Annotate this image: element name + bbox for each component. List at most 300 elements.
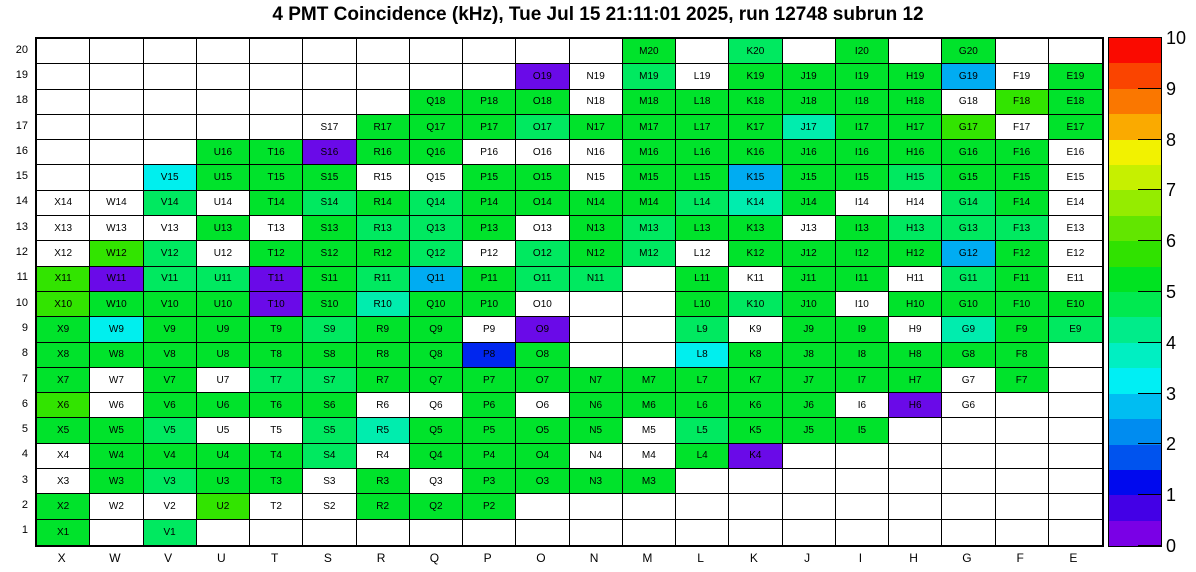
cell-L1 bbox=[676, 520, 729, 545]
cell-K3 bbox=[729, 469, 782, 494]
colorbar-segment bbox=[1109, 241, 1161, 266]
cell-R2: R2 bbox=[357, 494, 410, 519]
cell-X19 bbox=[37, 64, 90, 89]
colorbar-segment bbox=[1109, 368, 1161, 393]
row-label-18: 18 bbox=[15, 94, 28, 107]
cell-E5 bbox=[1049, 418, 1102, 443]
cell-I7: I7 bbox=[836, 368, 889, 393]
cell-H2 bbox=[889, 494, 942, 519]
colorbar-tick-0 bbox=[1138, 545, 1162, 546]
cell-U14: U14 bbox=[197, 191, 250, 216]
cell-W13: W13 bbox=[90, 216, 143, 241]
cell-P13: P13 bbox=[463, 216, 516, 241]
cell-L6: L6 bbox=[676, 393, 729, 418]
cell-I9: I9 bbox=[836, 317, 889, 342]
cell-E18: E18 bbox=[1049, 90, 1102, 115]
cell-O6: O6 bbox=[516, 393, 569, 418]
cell-P11: P11 bbox=[463, 267, 516, 292]
cell-G20: G20 bbox=[942, 39, 995, 64]
cell-L17: L17 bbox=[676, 115, 729, 140]
cell-X6: X6 bbox=[37, 393, 90, 418]
col-label-F: F bbox=[1016, 551, 1024, 565]
cell-S19 bbox=[303, 64, 356, 89]
cell-J6: J6 bbox=[783, 393, 836, 418]
cell-L12: L12 bbox=[676, 241, 729, 266]
cell-J3 bbox=[783, 469, 836, 494]
cell-H16: H16 bbox=[889, 140, 942, 165]
row-label-7: 7 bbox=[21, 372, 28, 385]
col-label-X: X bbox=[57, 551, 66, 565]
row-label-10: 10 bbox=[15, 296, 28, 309]
cell-J19: J19 bbox=[783, 64, 836, 89]
cell-L19: L19 bbox=[676, 64, 729, 89]
col-label-M: M bbox=[642, 551, 653, 565]
col-label-N: N bbox=[589, 551, 599, 565]
cell-J8: J8 bbox=[783, 343, 836, 368]
cell-I12: I12 bbox=[836, 241, 889, 266]
cell-O18: O18 bbox=[516, 90, 569, 115]
cell-H4 bbox=[889, 444, 942, 469]
cell-S20 bbox=[303, 39, 356, 64]
colorbar-tick-1 bbox=[1138, 494, 1162, 495]
cell-W20 bbox=[90, 39, 143, 64]
cell-O19: O19 bbox=[516, 64, 569, 89]
col-label-H: H bbox=[909, 551, 918, 565]
cell-W18 bbox=[90, 90, 143, 115]
cell-S17: S17 bbox=[303, 115, 356, 140]
row-label-16: 16 bbox=[15, 144, 28, 157]
cell-V4: V4 bbox=[144, 444, 197, 469]
cell-U17 bbox=[197, 115, 250, 140]
cell-R6: R6 bbox=[357, 393, 410, 418]
cell-J20 bbox=[783, 39, 836, 64]
cell-G7: G7 bbox=[942, 368, 995, 393]
row-label-13: 13 bbox=[15, 220, 28, 233]
col-label-L: L bbox=[697, 551, 704, 565]
cell-S6: S6 bbox=[303, 393, 356, 418]
colorbar-tick-label-7: 7 bbox=[1166, 180, 1177, 201]
cell-Q10: Q10 bbox=[410, 292, 463, 317]
col-label-Q: Q bbox=[429, 551, 440, 565]
cell-Q12: Q12 bbox=[410, 241, 463, 266]
cell-I4 bbox=[836, 444, 889, 469]
col-label-V: V bbox=[164, 551, 173, 565]
cell-Q15: Q15 bbox=[410, 165, 463, 190]
cell-M18: M18 bbox=[623, 90, 676, 115]
cell-M5: M5 bbox=[623, 418, 676, 443]
cell-P10: P10 bbox=[463, 292, 516, 317]
cell-H8: H8 bbox=[889, 343, 942, 368]
row-label-6: 6 bbox=[21, 397, 28, 410]
cell-N18: N18 bbox=[570, 90, 623, 115]
cell-W16 bbox=[90, 140, 143, 165]
cell-S15: S15 bbox=[303, 165, 356, 190]
row-label-12: 12 bbox=[15, 246, 28, 259]
cell-G3 bbox=[942, 469, 995, 494]
cell-T2: T2 bbox=[250, 494, 303, 519]
cell-I6: I6 bbox=[836, 393, 889, 418]
cell-H15: H15 bbox=[889, 165, 942, 190]
cell-M13: M13 bbox=[623, 216, 676, 241]
cell-X16 bbox=[37, 140, 90, 165]
cell-N13: N13 bbox=[570, 216, 623, 241]
row-label-8: 8 bbox=[21, 347, 28, 360]
cell-F2 bbox=[996, 494, 1049, 519]
cell-S4: S4 bbox=[303, 444, 356, 469]
cell-T14: T14 bbox=[250, 191, 303, 216]
colorbar-segment bbox=[1109, 445, 1161, 470]
cell-O1 bbox=[516, 520, 569, 545]
cell-F9: F9 bbox=[996, 317, 1049, 342]
colorbar-tick-label-9: 9 bbox=[1166, 78, 1177, 99]
cell-G2 bbox=[942, 494, 995, 519]
cell-Q9: Q9 bbox=[410, 317, 463, 342]
cell-F7: F7 bbox=[996, 368, 1049, 393]
cell-T7: T7 bbox=[250, 368, 303, 393]
cell-N2 bbox=[570, 494, 623, 519]
cell-X2: X2 bbox=[37, 494, 90, 519]
cell-X3: X3 bbox=[37, 469, 90, 494]
colorbar-segment bbox=[1109, 470, 1161, 495]
col-label-W: W bbox=[109, 551, 121, 565]
cell-T1 bbox=[250, 520, 303, 545]
col-label-U: U bbox=[217, 551, 226, 565]
cell-T11: T11 bbox=[250, 267, 303, 292]
row-label-17: 17 bbox=[15, 119, 28, 132]
cell-E1 bbox=[1049, 520, 1102, 545]
cell-L7: L7 bbox=[676, 368, 729, 393]
cell-W14: W14 bbox=[90, 191, 143, 216]
cell-O2 bbox=[516, 494, 569, 519]
cell-E9: E9 bbox=[1049, 317, 1102, 342]
cell-K4: K4 bbox=[729, 444, 782, 469]
cell-G5 bbox=[942, 418, 995, 443]
cell-I2 bbox=[836, 494, 889, 519]
cell-M20: M20 bbox=[623, 39, 676, 64]
row-label-1: 1 bbox=[21, 524, 28, 537]
cell-O3: O3 bbox=[516, 469, 569, 494]
cell-S16: S16 bbox=[303, 140, 356, 165]
cell-E4 bbox=[1049, 444, 1102, 469]
cell-K6: K6 bbox=[729, 393, 782, 418]
cell-H13: H13 bbox=[889, 216, 942, 241]
cell-R1 bbox=[357, 520, 410, 545]
cell-H3 bbox=[889, 469, 942, 494]
cell-O17: O17 bbox=[516, 115, 569, 140]
cell-V8: V8 bbox=[144, 343, 197, 368]
cell-V11: V11 bbox=[144, 267, 197, 292]
cell-F8: F8 bbox=[996, 343, 1049, 368]
cell-U19 bbox=[197, 64, 250, 89]
cell-J15: J15 bbox=[783, 165, 836, 190]
cell-M3: M3 bbox=[623, 469, 676, 494]
cell-L20 bbox=[676, 39, 729, 64]
cell-I8: I8 bbox=[836, 343, 889, 368]
cell-R5: R5 bbox=[357, 418, 410, 443]
colorbar-segment bbox=[1109, 317, 1161, 342]
cell-J14: J14 bbox=[783, 191, 836, 216]
cell-K19: K19 bbox=[729, 64, 782, 89]
cell-Q19 bbox=[410, 64, 463, 89]
colorbar-tick-label-10: 10 bbox=[1166, 28, 1187, 48]
cell-K9: K9 bbox=[729, 317, 782, 342]
colorbar-segment bbox=[1109, 495, 1161, 520]
cell-E14: E14 bbox=[1049, 191, 1102, 216]
cell-S8: S8 bbox=[303, 343, 356, 368]
cell-G19: G19 bbox=[942, 64, 995, 89]
cell-J7: J7 bbox=[783, 368, 836, 393]
cell-F12: F12 bbox=[996, 241, 1049, 266]
cell-I5: I5 bbox=[836, 418, 889, 443]
cell-S18 bbox=[303, 90, 356, 115]
cell-T12: T12 bbox=[250, 241, 303, 266]
cell-U1 bbox=[197, 520, 250, 545]
col-label-S: S bbox=[323, 551, 332, 565]
cell-U9: U9 bbox=[197, 317, 250, 342]
cell-T6: T6 bbox=[250, 393, 303, 418]
cell-J1 bbox=[783, 520, 836, 545]
cell-Q4: Q4 bbox=[410, 444, 463, 469]
cell-W15 bbox=[90, 165, 143, 190]
cell-O9: O9 bbox=[516, 317, 569, 342]
cell-M7: M7 bbox=[623, 368, 676, 393]
cell-P1 bbox=[463, 520, 516, 545]
cell-K16: K16 bbox=[729, 140, 782, 165]
cell-X20 bbox=[37, 39, 90, 64]
col-label-O: O bbox=[536, 551, 546, 565]
row-label-5: 5 bbox=[21, 423, 28, 436]
cell-J13: J13 bbox=[783, 216, 836, 241]
cell-F10: F10 bbox=[996, 292, 1049, 317]
cell-U2: U2 bbox=[197, 494, 250, 519]
cell-V19 bbox=[144, 64, 197, 89]
cell-M17: M17 bbox=[623, 115, 676, 140]
cell-M12: M12 bbox=[623, 241, 676, 266]
cell-E20 bbox=[1049, 39, 1102, 64]
cell-V9: V9 bbox=[144, 317, 197, 342]
cell-N19: N19 bbox=[570, 64, 623, 89]
cell-Q11: Q11 bbox=[410, 267, 463, 292]
colorbar-tick-label-3: 3 bbox=[1166, 383, 1177, 404]
cell-N3: N3 bbox=[570, 469, 623, 494]
cell-N15: N15 bbox=[570, 165, 623, 190]
cell-Q2: Q2 bbox=[410, 494, 463, 519]
cell-W17 bbox=[90, 115, 143, 140]
cell-E10: E10 bbox=[1049, 292, 1102, 317]
cell-Q6: Q6 bbox=[410, 393, 463, 418]
cell-S1 bbox=[303, 520, 356, 545]
cell-T3: T3 bbox=[250, 469, 303, 494]
cell-T18 bbox=[250, 90, 303, 115]
cell-J16: J16 bbox=[783, 140, 836, 165]
cell-X1: X1 bbox=[37, 520, 90, 545]
cell-N5: N5 bbox=[570, 418, 623, 443]
cell-P20 bbox=[463, 39, 516, 64]
cell-S2: S2 bbox=[303, 494, 356, 519]
cell-R12: R12 bbox=[357, 241, 410, 266]
cell-M16: M16 bbox=[623, 140, 676, 165]
col-label-E: E bbox=[1069, 551, 1078, 565]
cell-I3 bbox=[836, 469, 889, 494]
cell-L4: L4 bbox=[676, 444, 729, 469]
cell-W1 bbox=[90, 520, 143, 545]
cell-K14: K14 bbox=[729, 191, 782, 216]
cell-V1: V1 bbox=[144, 520, 197, 545]
cell-L2 bbox=[676, 494, 729, 519]
colorbar-tick-7 bbox=[1138, 189, 1162, 190]
cell-E3 bbox=[1049, 469, 1102, 494]
cell-E2 bbox=[1049, 494, 1102, 519]
cell-L10: L10 bbox=[676, 292, 729, 317]
cell-L15: L15 bbox=[676, 165, 729, 190]
cell-W12: W12 bbox=[90, 241, 143, 266]
row-label-3: 3 bbox=[21, 473, 28, 486]
cell-H17: H17 bbox=[889, 115, 942, 140]
cell-F20 bbox=[996, 39, 1049, 64]
cell-N6: N6 bbox=[570, 393, 623, 418]
cell-J18: J18 bbox=[783, 90, 836, 115]
cell-U4: U4 bbox=[197, 444, 250, 469]
colorbar-segment bbox=[1109, 419, 1161, 444]
cell-R16: R16 bbox=[357, 140, 410, 165]
cell-O11: O11 bbox=[516, 267, 569, 292]
cell-H9: H9 bbox=[889, 317, 942, 342]
cell-M10 bbox=[623, 292, 676, 317]
cell-X15 bbox=[37, 165, 90, 190]
colorbar-segment bbox=[1109, 140, 1161, 165]
cell-R8: R8 bbox=[357, 343, 410, 368]
col-label-I: I bbox=[858, 551, 863, 565]
cell-V2: V2 bbox=[144, 494, 197, 519]
cell-F15: F15 bbox=[996, 165, 1049, 190]
cell-H7: H7 bbox=[889, 368, 942, 393]
colorbar-tick-8 bbox=[1138, 139, 1162, 140]
cell-H20 bbox=[889, 39, 942, 64]
cell-X14: X14 bbox=[37, 191, 90, 216]
cell-F14: F14 bbox=[996, 191, 1049, 216]
cell-E7 bbox=[1049, 368, 1102, 393]
cell-I13: I13 bbox=[836, 216, 889, 241]
cell-N14: N14 bbox=[570, 191, 623, 216]
cell-T4: T4 bbox=[250, 444, 303, 469]
cell-K10: K10 bbox=[729, 292, 782, 317]
colorbar-segment bbox=[1109, 267, 1161, 292]
cell-W4: W4 bbox=[90, 444, 143, 469]
cell-L18: L18 bbox=[676, 90, 729, 115]
cell-U7: U7 bbox=[197, 368, 250, 393]
cell-X7: X7 bbox=[37, 368, 90, 393]
cell-P17: P17 bbox=[463, 115, 516, 140]
cell-P18: P18 bbox=[463, 90, 516, 115]
cell-I10: I10 bbox=[836, 292, 889, 317]
cell-O4: O4 bbox=[516, 444, 569, 469]
cell-Q8: Q8 bbox=[410, 343, 463, 368]
cell-M6: M6 bbox=[623, 393, 676, 418]
cell-O16: O16 bbox=[516, 140, 569, 165]
heatmap-grid bbox=[35, 37, 1104, 547]
cell-G6: G6 bbox=[942, 393, 995, 418]
cell-O10: O10 bbox=[516, 292, 569, 317]
cell-V10: V10 bbox=[144, 292, 197, 317]
colorbar-segment bbox=[1109, 38, 1161, 63]
cell-I14: I14 bbox=[836, 191, 889, 216]
cell-S7: S7 bbox=[303, 368, 356, 393]
cell-K20: K20 bbox=[729, 39, 782, 64]
colorbar bbox=[1108, 37, 1162, 547]
cell-H12: H12 bbox=[889, 241, 942, 266]
cell-M2 bbox=[623, 494, 676, 519]
cell-R4: R4 bbox=[357, 444, 410, 469]
colorbar-segment bbox=[1109, 216, 1161, 241]
cell-J5: J5 bbox=[783, 418, 836, 443]
cell-G14: G14 bbox=[942, 191, 995, 216]
cell-N7: N7 bbox=[570, 368, 623, 393]
cell-O5: O5 bbox=[516, 418, 569, 443]
cell-F1 bbox=[996, 520, 1049, 545]
cell-S12: S12 bbox=[303, 241, 356, 266]
cell-N10 bbox=[570, 292, 623, 317]
cell-I19: I19 bbox=[836, 64, 889, 89]
cell-T10: T10 bbox=[250, 292, 303, 317]
cell-V18 bbox=[144, 90, 197, 115]
cell-G11: G11 bbox=[942, 267, 995, 292]
colorbar-tick-label-4: 4 bbox=[1166, 332, 1177, 353]
cell-J2 bbox=[783, 494, 836, 519]
cell-W9: W9 bbox=[90, 317, 143, 342]
row-label-14: 14 bbox=[15, 195, 28, 208]
cell-X8: X8 bbox=[37, 343, 90, 368]
cell-V16 bbox=[144, 140, 197, 165]
cell-V5: V5 bbox=[144, 418, 197, 443]
cell-F13: F13 bbox=[996, 216, 1049, 241]
cell-U8: U8 bbox=[197, 343, 250, 368]
cell-H19: H19 bbox=[889, 64, 942, 89]
cell-M19: M19 bbox=[623, 64, 676, 89]
cell-R15: R15 bbox=[357, 165, 410, 190]
colorbar-tick-label-2: 2 bbox=[1166, 434, 1177, 455]
colorbar-tick-2 bbox=[1138, 443, 1162, 444]
cell-W7: W7 bbox=[90, 368, 143, 393]
cell-K15: K15 bbox=[729, 165, 782, 190]
cell-G16: G16 bbox=[942, 140, 995, 165]
cell-Q7: Q7 bbox=[410, 368, 463, 393]
colorbar-tick-label-0: 0 bbox=[1166, 536, 1177, 556]
cell-K13: K13 bbox=[729, 216, 782, 241]
cell-T8: T8 bbox=[250, 343, 303, 368]
cell-N11: N11 bbox=[570, 267, 623, 292]
cell-G12: G12 bbox=[942, 241, 995, 266]
cell-P14: P14 bbox=[463, 191, 516, 216]
cell-M4: M4 bbox=[623, 444, 676, 469]
cell-X17 bbox=[37, 115, 90, 140]
cell-K5: K5 bbox=[729, 418, 782, 443]
cell-T5: T5 bbox=[250, 418, 303, 443]
cell-X4: X4 bbox=[37, 444, 90, 469]
cell-J9: J9 bbox=[783, 317, 836, 342]
cell-W5: W5 bbox=[90, 418, 143, 443]
colorbar-segment bbox=[1109, 521, 1161, 546]
cell-X12: X12 bbox=[37, 241, 90, 266]
cell-J10: J10 bbox=[783, 292, 836, 317]
cell-L5: L5 bbox=[676, 418, 729, 443]
cell-H18: H18 bbox=[889, 90, 942, 115]
cell-S14: S14 bbox=[303, 191, 356, 216]
cell-E6 bbox=[1049, 393, 1102, 418]
colorbar-tick-4 bbox=[1138, 342, 1162, 343]
cell-W2: W2 bbox=[90, 494, 143, 519]
col-label-G: G bbox=[962, 551, 972, 565]
colorbar-tick-9 bbox=[1138, 88, 1162, 89]
